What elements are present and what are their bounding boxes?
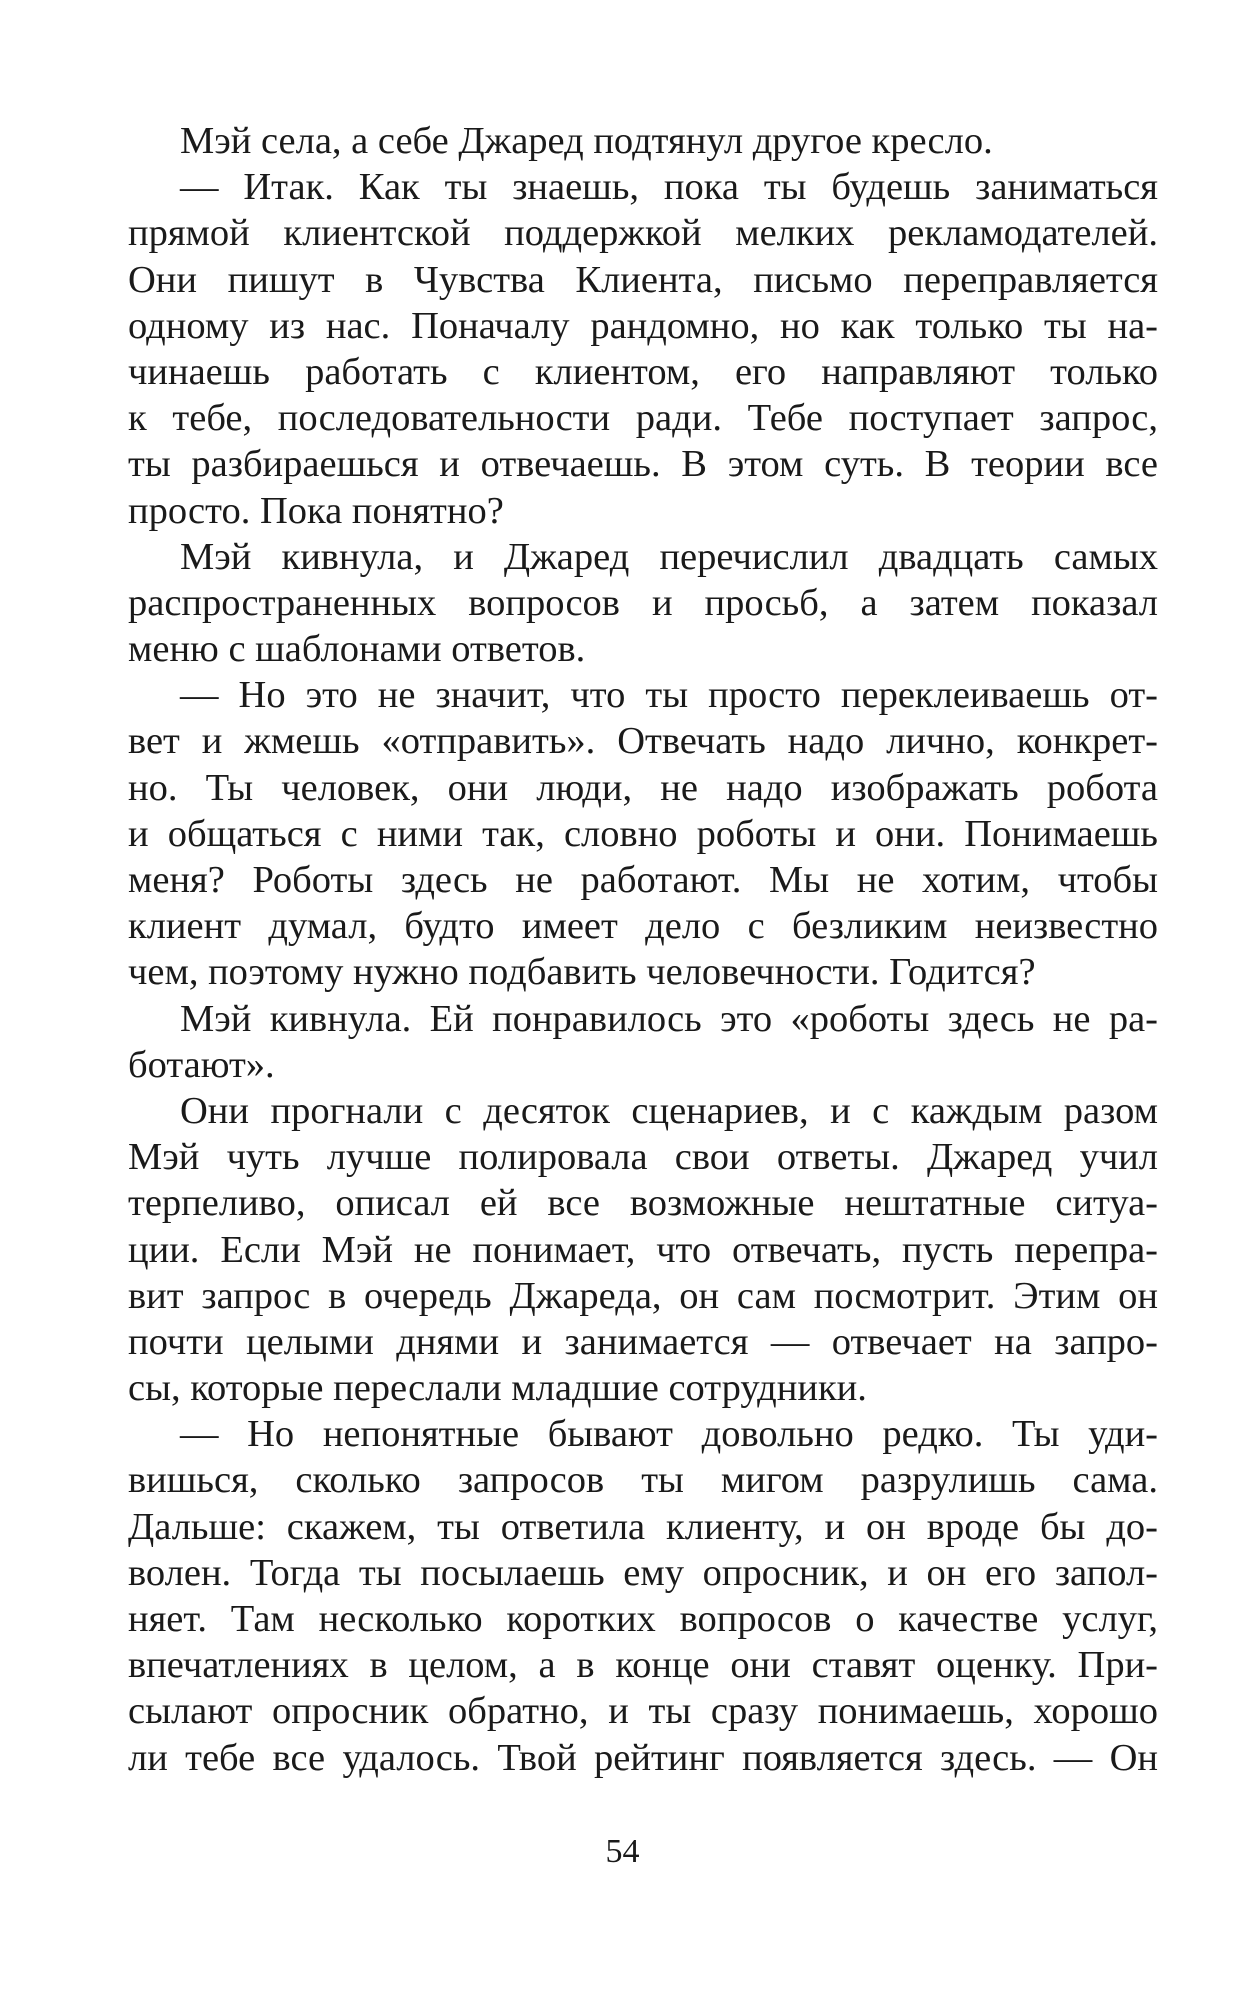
paragraph [128, 1088, 1158, 1411]
text-line: просто. Пока понятно? [128, 489, 504, 532]
paragraph [128, 164, 1158, 534]
text-line: волен. Тогда ты посылаешь ему опросник, и он его запол- [128, 1551, 1158, 1594]
text-line: — Итак. Как ты знаешь, пока ты будешь заниматься [180, 166, 1158, 209]
text-line: вит запрос в очередь Джареда, он сам посмотрит. Этим он [128, 1274, 1158, 1317]
text-line: ты разбираешься и отвечаешь. В этом суть. В теории все [128, 443, 1158, 486]
text-line: Мэй кивнула, и Джаред перечислил двадцать самых [180, 535, 1158, 578]
text-line: Мэй чуть лучше полировала свои ответы. Джаред учил [128, 1136, 1158, 1179]
page-body-text [128, 118, 1158, 1781]
text-line: Мэй села, а себе Джаред подтянул другое кресло. [180, 120, 993, 162]
text-line: вет и жмешь «отправить». Отвечать надо лично, конкрет- [128, 720, 1158, 763]
text-line: Они прогнали с десяток сценариев, и с каждым разом [180, 1089, 1158, 1132]
text-line: меня? Роботы здесь не работают. Мы не хотим, чтобы [128, 859, 1158, 901]
paragraph [128, 996, 1158, 1088]
text-line: но. Ты человек, они люди, не надо изображать робота [128, 766, 1158, 809]
text-line: — Но это не значит, что ты просто переклеиваешь от- [180, 674, 1158, 717]
text-line: — Но непонятные бывают довольно редко. Ты уди- [180, 1413, 1158, 1456]
paragraph [128, 672, 1158, 995]
text-line: почти целыми днями и занимается — отвечает на запро- [128, 1320, 1158, 1363]
text-line: распространенных вопросов и просьб, а затем показал [128, 581, 1158, 624]
page-number: 54 [605, 1833, 640, 1870]
text-line: сы, которые переслали младшие сотрудники. [128, 1367, 867, 1410]
text-line: чинаешь работать с клиентом, его направляют только [128, 350, 1158, 393]
text-line: ции. Если Мэй не понимает, что отвечать, пусть перепра- [128, 1228, 1158, 1271]
text-line: сылают опросник обратно, и ты сразу понимаешь, хорошо [128, 1690, 1158, 1733]
text-line: ботают». [128, 1043, 275, 1086]
paragraph [128, 118, 1158, 164]
text-line: впечатлениях в целом, а в конце они ставят оценку. При- [128, 1644, 1158, 1687]
text-line: чем, поэтому нужно подбавить человечности. Годится? [128, 951, 1036, 994]
text-line: и общаться с ними так, словно роботы и они. Понимаешь [128, 812, 1158, 855]
text-line: Дальше: скажем, ты ответила клиенту, и он вроде бы до- [128, 1505, 1158, 1548]
text-line: Они пишут в Чувства Клиента, письмо переправляется [128, 258, 1158, 301]
text-line: вишься, сколько запросов ты мигом разрулишь сама. [128, 1459, 1158, 1502]
text-line: одному из нас. Поначалу рандомно, но как только ты на- [128, 304, 1158, 347]
text-line: клиент думал, будто имеет дело с безликим неизвестно [128, 905, 1158, 948]
text-line: ли тебе все удалось. Твой рейтинг появляется здесь. — Он [128, 1736, 1158, 1779]
text-line: прямой клиентской поддержкой мелких рекламодателей. [128, 212, 1158, 255]
text-line: меню с шаблонами ответов. [128, 628, 586, 671]
text-line: Мэй кивнула. Ей понравилось это «роботы здесь не ра- [180, 997, 1158, 1040]
text-line: к тебе, последовательности ради. Тебе поступает запрос, [128, 397, 1158, 440]
text-line: няет. Там несколько коротких вопросов о качестве услуг, [128, 1598, 1158, 1640]
paragraph [128, 534, 1158, 673]
paragraph [128, 1411, 1158, 1781]
text-line: терпеливо, описал ей все возможные нештатные ситуа- [128, 1182, 1158, 1225]
